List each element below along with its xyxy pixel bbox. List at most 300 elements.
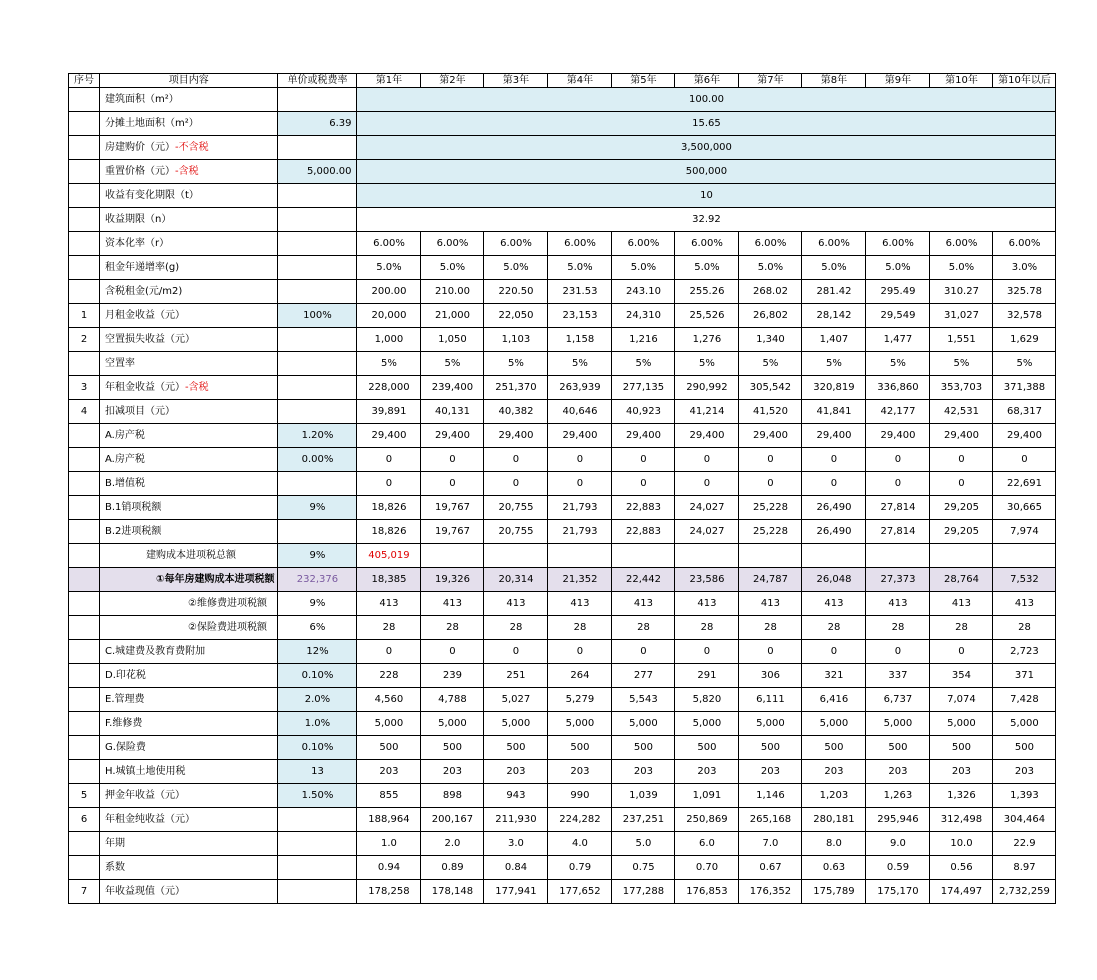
value-cell[interactable]: 0.75 [612, 856, 675, 880]
item-label-cell[interactable] [100, 712, 278, 736]
item-label-cell[interactable] [100, 304, 278, 328]
value-cell[interactable]: 277 [612, 664, 675, 688]
value-cell[interactable]: 500 [675, 736, 739, 760]
value-cell[interactable] [612, 544, 675, 568]
header-cell[interactable]: 序号 [69, 74, 100, 88]
value-cell[interactable]: 5,000 [866, 712, 930, 736]
item-label-cell[interactable] [100, 208, 278, 232]
value-cell[interactable]: 5,543 [612, 688, 675, 712]
value-cell[interactable]: 5% [993, 352, 1056, 376]
value-cell[interactable]: 29,549 [866, 304, 930, 328]
value-cell[interactable]: 27,814 [866, 496, 930, 520]
row-number-cell[interactable] [69, 592, 100, 616]
header-cell[interactable]: 第5年 [612, 74, 675, 88]
value-cell[interactable]: 22,691 [993, 472, 1056, 496]
item-label-cell[interactable] [100, 136, 278, 160]
value-cell[interactable]: 268.02 [739, 280, 802, 304]
value-cell[interactable]: 211,930 [484, 808, 548, 832]
value-cell[interactable]: 27,373 [866, 568, 930, 592]
value-cell[interactable]: 243.10 [612, 280, 675, 304]
value-cell[interactable]: 29,400 [484, 424, 548, 448]
value-cell[interactable]: 4,560 [357, 688, 421, 712]
value-cell[interactable]: 5,027 [484, 688, 548, 712]
value-cell[interactable]: 2.0 [421, 832, 484, 856]
value-cell[interactable]: 200.00 [357, 280, 421, 304]
header-cell[interactable]: 第3年 [484, 74, 548, 88]
value-cell[interactable]: 295.49 [866, 280, 930, 304]
value-cell[interactable]: 210.00 [421, 280, 484, 304]
item-label-cell[interactable]: 建购成本进项税总额 [100, 544, 278, 568]
value-cell[interactable]: 25,526 [675, 304, 739, 328]
value-cell[interactable]: 500 [612, 736, 675, 760]
value-cell[interactable]: 177,288 [612, 880, 675, 904]
header-cell[interactable]: 第2年 [421, 74, 484, 88]
value-cell[interactable]: 175,170 [866, 880, 930, 904]
item-label-cell[interactable] [100, 760, 278, 784]
header-cell[interactable]: 第6年 [675, 74, 739, 88]
row-number-cell[interactable]: 6 [69, 808, 100, 832]
value-cell[interactable]: 405,019 [357, 544, 421, 568]
value-cell[interactable]: 500 [421, 736, 484, 760]
value-cell[interactable]: 6.00% [866, 232, 930, 256]
value-cell[interactable]: 29,205 [930, 520, 993, 544]
item-label-cell[interactable] [100, 448, 278, 472]
row-number-cell[interactable] [69, 760, 100, 784]
value-cell[interactable]: 0 [357, 472, 421, 496]
item-label-cell[interactable] [100, 424, 278, 448]
value-cell[interactable]: 3.0% [993, 256, 1056, 280]
rate-cell[interactable]: 5,000.00 [278, 160, 357, 184]
value-cell[interactable]: 1,276 [675, 328, 739, 352]
value-cell[interactable] [484, 544, 548, 568]
item-label-cell[interactable]: ②维修费进项税额 [100, 592, 278, 616]
rate-cell[interactable] [278, 88, 357, 112]
value-cell[interactable]: 0.89 [421, 856, 484, 880]
value-cell[interactable]: 203 [612, 760, 675, 784]
value-cell[interactable]: 220.50 [484, 280, 548, 304]
value-cell[interactable]: 0 [993, 448, 1056, 472]
value-cell[interactable]: 20,000 [357, 304, 421, 328]
value-cell[interactable]: 413 [993, 592, 1056, 616]
value-cell[interactable]: 10.0 [930, 832, 993, 856]
value-cell[interactable]: 24,027 [675, 496, 739, 520]
merged-value-cell[interactable]: 500,000 [357, 160, 1056, 184]
value-cell[interactable] [866, 544, 930, 568]
value-cell[interactable]: 228 [357, 664, 421, 688]
value-cell[interactable]: 29,400 [675, 424, 739, 448]
value-cell[interactable]: 5,000 [675, 712, 739, 736]
row-number-cell[interactable] [69, 712, 100, 736]
value-cell[interactable] [993, 544, 1056, 568]
value-cell[interactable]: 277,135 [612, 376, 675, 400]
value-cell[interactable]: 177,652 [548, 880, 612, 904]
value-cell[interactable]: 203 [548, 760, 612, 784]
value-cell[interactable]: 6.0 [675, 832, 739, 856]
rate-cell[interactable] [278, 208, 357, 232]
value-cell[interactable]: 188,964 [357, 808, 421, 832]
rate-cell[interactable]: 232,376 [278, 568, 357, 592]
value-cell[interactable]: 1,407 [802, 328, 866, 352]
item-label-cell[interactable] [100, 280, 278, 304]
merged-value-cell[interactable]: 32.92 [357, 208, 1056, 232]
value-cell[interactable]: 7,532 [993, 568, 1056, 592]
item-label-cell[interactable] [100, 856, 278, 880]
value-cell[interactable]: 24,787 [739, 568, 802, 592]
value-cell[interactable]: 413 [357, 592, 421, 616]
value-cell[interactable]: 0 [484, 448, 548, 472]
value-cell[interactable]: 5% [484, 352, 548, 376]
value-cell[interactable]: 28 [993, 616, 1056, 640]
rate-cell[interactable]: 2.0% [278, 688, 357, 712]
value-cell[interactable]: 5% [548, 352, 612, 376]
value-cell[interactable]: 5.0% [484, 256, 548, 280]
value-cell[interactable]: 291 [675, 664, 739, 688]
value-cell[interactable]: 280,181 [802, 808, 866, 832]
item-label-cell[interactable] [100, 88, 278, 112]
value-cell[interactable]: 5,000 [612, 712, 675, 736]
value-cell[interactable]: 7,428 [993, 688, 1056, 712]
value-cell[interactable]: 5% [612, 352, 675, 376]
value-cell[interactable]: 306 [739, 664, 802, 688]
value-cell[interactable]: 28 [548, 616, 612, 640]
row-number-cell[interactable] [69, 856, 100, 880]
value-cell[interactable]: 231.53 [548, 280, 612, 304]
value-cell[interactable]: 500 [930, 736, 993, 760]
value-cell[interactable]: 1,158 [548, 328, 612, 352]
value-cell[interactable]: 0 [612, 448, 675, 472]
value-cell[interactable]: 5,000 [930, 712, 993, 736]
value-cell[interactable]: 500 [993, 736, 1056, 760]
value-cell[interactable]: 4,788 [421, 688, 484, 712]
rate-cell[interactable] [278, 352, 357, 376]
value-cell[interactable] [675, 544, 739, 568]
value-cell[interactable]: 0.67 [739, 856, 802, 880]
value-cell[interactable]: 337 [866, 664, 930, 688]
item-label-cell[interactable] [100, 688, 278, 712]
row-number-cell[interactable]: 7 [69, 880, 100, 904]
value-cell[interactable] [421, 544, 484, 568]
value-cell[interactable]: 28 [484, 616, 548, 640]
value-cell[interactable]: 0 [357, 448, 421, 472]
value-cell[interactable]: 0 [484, 640, 548, 664]
item-label-cell[interactable] [100, 400, 278, 424]
merged-value-cell[interactable]: 100.00 [357, 88, 1056, 112]
item-label-cell[interactable] [100, 808, 278, 832]
value-cell[interactable]: 26,048 [802, 568, 866, 592]
value-cell[interactable]: 0 [675, 448, 739, 472]
value-cell[interactable]: 295,946 [866, 808, 930, 832]
value-cell[interactable]: 6,416 [802, 688, 866, 712]
value-cell[interactable]: 203 [866, 760, 930, 784]
value-cell[interactable]: 0 [675, 640, 739, 664]
rate-cell[interactable]: 9% [278, 544, 357, 568]
merged-value-cell[interactable]: 3,500,000 [357, 136, 1056, 160]
value-cell[interactable] [739, 544, 802, 568]
value-cell[interactable]: 265,168 [739, 808, 802, 832]
value-cell[interactable]: 18,826 [357, 496, 421, 520]
value-cell[interactable]: 336,860 [866, 376, 930, 400]
value-cell[interactable]: 305,542 [739, 376, 802, 400]
value-cell[interactable]: 5,000 [484, 712, 548, 736]
value-cell[interactable] [802, 544, 866, 568]
item-label-cell[interactable] [100, 472, 278, 496]
value-cell[interactable]: 1,629 [993, 328, 1056, 352]
value-cell[interactable]: 413 [612, 592, 675, 616]
value-cell[interactable]: 0 [930, 640, 993, 664]
row-number-cell[interactable]: 5 [69, 784, 100, 808]
value-cell[interactable]: 203 [993, 760, 1056, 784]
rate-cell[interactable]: 100% [278, 304, 357, 328]
value-cell[interactable]: 413 [930, 592, 993, 616]
rate-cell[interactable] [278, 280, 357, 304]
value-cell[interactable]: 0 [739, 448, 802, 472]
value-cell[interactable]: 40,382 [484, 400, 548, 424]
value-cell[interactable]: 500 [484, 736, 548, 760]
value-cell[interactable]: 22,442 [612, 568, 675, 592]
value-cell[interactable]: 5% [675, 352, 739, 376]
value-cell[interactable]: 990 [548, 784, 612, 808]
rate-cell[interactable]: 12% [278, 640, 357, 664]
value-cell[interactable]: 28 [739, 616, 802, 640]
row-number-cell[interactable] [69, 472, 100, 496]
item-label-cell[interactable] [100, 232, 278, 256]
value-cell[interactable]: 264 [548, 664, 612, 688]
item-label-cell[interactable] [100, 256, 278, 280]
value-cell[interactable]: 28 [675, 616, 739, 640]
item-label-cell[interactable]: ①每年房建购成本进项税额 [100, 568, 278, 592]
value-cell[interactable]: 855 [357, 784, 421, 808]
rate-cell[interactable] [278, 520, 357, 544]
value-cell[interactable]: 5% [802, 352, 866, 376]
value-cell[interactable]: 42,177 [866, 400, 930, 424]
rate-cell[interactable]: 6% [278, 616, 357, 640]
value-cell[interactable]: 18,826 [357, 520, 421, 544]
value-cell[interactable]: 413 [548, 592, 612, 616]
item-label-cell[interactable] [100, 376, 278, 400]
value-cell[interactable]: 237,251 [612, 808, 675, 832]
value-cell[interactable]: 413 [866, 592, 930, 616]
value-cell[interactable]: 27,814 [866, 520, 930, 544]
value-cell[interactable]: 5.0% [612, 256, 675, 280]
row-number-cell[interactable] [69, 208, 100, 232]
row-number-cell[interactable] [69, 352, 100, 376]
rate-cell[interactable]: 1.20% [278, 424, 357, 448]
value-cell[interactable]: 178,258 [357, 880, 421, 904]
value-cell[interactable]: 1,216 [612, 328, 675, 352]
value-cell[interactable]: 255.26 [675, 280, 739, 304]
value-cell[interactable]: 6,737 [866, 688, 930, 712]
value-cell[interactable]: 0 [866, 448, 930, 472]
value-cell[interactable]: 0 [866, 472, 930, 496]
value-cell[interactable]: 0 [612, 472, 675, 496]
value-cell[interactable]: 7,074 [930, 688, 993, 712]
row-number-cell[interactable] [69, 184, 100, 208]
rate-cell[interactable] [278, 856, 357, 880]
value-cell[interactable]: 178,148 [421, 880, 484, 904]
value-cell[interactable]: 5.0% [548, 256, 612, 280]
value-cell[interactable]: 8.0 [802, 832, 866, 856]
value-cell[interactable]: 0 [421, 640, 484, 664]
row-number-cell[interactable] [69, 112, 100, 136]
value-cell[interactable]: 0 [548, 472, 612, 496]
value-cell[interactable]: 42,531 [930, 400, 993, 424]
value-cell[interactable]: 500 [739, 736, 802, 760]
value-cell[interactable]: 6.00% [357, 232, 421, 256]
header-cell[interactable]: 项目内容 [100, 74, 278, 88]
value-cell[interactable]: 6,111 [739, 688, 802, 712]
row-number-cell[interactable] [69, 496, 100, 520]
value-cell[interactable]: 41,841 [802, 400, 866, 424]
item-label-cell[interactable] [100, 880, 278, 904]
value-cell[interactable]: 320,819 [802, 376, 866, 400]
value-cell[interactable]: 19,767 [421, 520, 484, 544]
value-cell[interactable]: 29,400 [421, 424, 484, 448]
value-cell[interactable]: 203 [930, 760, 993, 784]
rate-cell[interactable] [278, 832, 357, 856]
value-cell[interactable] [548, 544, 612, 568]
rate-cell[interactable] [278, 136, 357, 160]
value-cell[interactable]: 39,891 [357, 400, 421, 424]
row-number-cell[interactable] [69, 688, 100, 712]
value-cell[interactable]: 28 [612, 616, 675, 640]
value-cell[interactable]: 32,578 [993, 304, 1056, 328]
value-cell[interactable]: 413 [484, 592, 548, 616]
value-cell[interactable]: 0.94 [357, 856, 421, 880]
value-cell[interactable]: 228,000 [357, 376, 421, 400]
rate-cell[interactable] [278, 376, 357, 400]
row-number-cell[interactable] [69, 664, 100, 688]
value-cell[interactable]: 19,767 [421, 496, 484, 520]
value-cell[interactable]: 1,000 [357, 328, 421, 352]
value-cell[interactable]: 20,755 [484, 496, 548, 520]
row-number-cell[interactable] [69, 832, 100, 856]
rate-cell[interactable]: 6.39 [278, 112, 357, 136]
value-cell[interactable]: 5,000 [739, 712, 802, 736]
value-cell[interactable]: 5% [421, 352, 484, 376]
row-number-cell[interactable] [69, 736, 100, 760]
value-cell[interactable]: 29,400 [357, 424, 421, 448]
value-cell[interactable]: 41,520 [739, 400, 802, 424]
value-cell[interactable]: 0 [548, 640, 612, 664]
value-cell[interactable]: 224,282 [548, 808, 612, 832]
row-number-cell[interactable]: 2 [69, 328, 100, 352]
value-cell[interactable]: 5% [357, 352, 421, 376]
value-cell[interactable]: 0.59 [866, 856, 930, 880]
value-cell[interactable]: 1,340 [739, 328, 802, 352]
row-number-cell[interactable] [69, 280, 100, 304]
value-cell[interactable]: 0 [802, 472, 866, 496]
row-number-cell[interactable] [69, 136, 100, 160]
value-cell[interactable]: 0.70 [675, 856, 739, 880]
value-cell[interactable]: 354 [930, 664, 993, 688]
item-label-cell[interactable] [100, 664, 278, 688]
value-cell[interactable]: 1,477 [866, 328, 930, 352]
value-cell[interactable]: 24,310 [612, 304, 675, 328]
value-cell[interactable]: 0 [612, 640, 675, 664]
value-cell[interactable]: 310.27 [930, 280, 993, 304]
value-cell[interactable]: 29,400 [548, 424, 612, 448]
value-cell[interactable]: 1,103 [484, 328, 548, 352]
value-cell[interactable]: 21,000 [421, 304, 484, 328]
value-cell[interactable]: 2,723 [993, 640, 1056, 664]
value-cell[interactable]: 5,000 [993, 712, 1056, 736]
value-cell[interactable]: 321 [802, 664, 866, 688]
value-cell[interactable]: 0 [802, 448, 866, 472]
value-cell[interactable]: 0 [484, 472, 548, 496]
value-cell[interactable]: 7.0 [739, 832, 802, 856]
item-label-cell[interactable] [100, 328, 278, 352]
item-label-cell[interactable] [100, 832, 278, 856]
value-cell[interactable]: 0 [421, 472, 484, 496]
value-cell[interactable]: 5.0% [866, 256, 930, 280]
value-cell[interactable]: 9.0 [866, 832, 930, 856]
value-cell[interactable]: 1,203 [802, 784, 866, 808]
value-cell[interactable]: 177,941 [484, 880, 548, 904]
item-label-cell[interactable] [100, 640, 278, 664]
value-cell[interactable]: 25,228 [739, 496, 802, 520]
value-cell[interactable]: 29,400 [993, 424, 1056, 448]
value-cell[interactable]: 5,000 [357, 712, 421, 736]
value-cell[interactable]: 1,393 [993, 784, 1056, 808]
rate-cell[interactable]: 9% [278, 496, 357, 520]
row-number-cell[interactable] [69, 568, 100, 592]
rate-cell[interactable]: 13 [278, 760, 357, 784]
value-cell[interactable]: 5.0% [421, 256, 484, 280]
value-cell[interactable]: 0 [357, 640, 421, 664]
header-cell[interactable]: 第7年 [739, 74, 802, 88]
row-number-cell[interactable] [69, 616, 100, 640]
value-cell[interactable]: 1,050 [421, 328, 484, 352]
value-cell[interactable]: 21,352 [548, 568, 612, 592]
value-cell[interactable]: 5,820 [675, 688, 739, 712]
row-number-cell[interactable] [69, 232, 100, 256]
header-cell[interactable]: 第9年 [866, 74, 930, 88]
item-label-cell[interactable] [100, 520, 278, 544]
row-number-cell[interactable] [69, 544, 100, 568]
row-number-cell[interactable]: 1 [69, 304, 100, 328]
rate-cell[interactable]: 0.10% [278, 736, 357, 760]
value-cell[interactable]: 200,167 [421, 808, 484, 832]
rate-cell[interactable] [278, 400, 357, 424]
value-cell[interactable]: 68,317 [993, 400, 1056, 424]
value-cell[interactable]: 3.0 [484, 832, 548, 856]
value-cell[interactable]: 203 [802, 760, 866, 784]
value-cell[interactable]: 1,263 [866, 784, 930, 808]
value-cell[interactable]: 898 [421, 784, 484, 808]
header-cell[interactable]: 第8年 [802, 74, 866, 88]
value-cell[interactable]: 203 [484, 760, 548, 784]
row-number-cell[interactable] [69, 88, 100, 112]
value-cell[interactable]: 0.63 [802, 856, 866, 880]
value-cell[interactable]: 6.00% [421, 232, 484, 256]
rate-cell[interactable] [278, 256, 357, 280]
value-cell[interactable]: 40,131 [421, 400, 484, 424]
value-cell[interactable]: 175,789 [802, 880, 866, 904]
value-cell[interactable]: 31,027 [930, 304, 993, 328]
value-cell[interactable]: 203 [675, 760, 739, 784]
value-cell[interactable]: 2,732,259 [993, 880, 1056, 904]
row-number-cell[interactable] [69, 256, 100, 280]
value-cell[interactable]: 4.0 [548, 832, 612, 856]
rate-cell[interactable]: 0.00% [278, 448, 357, 472]
value-cell[interactable]: 6.00% [675, 232, 739, 256]
value-cell[interactable]: 5,000 [421, 712, 484, 736]
rate-cell[interactable] [278, 328, 357, 352]
value-cell[interactable]: 0 [739, 640, 802, 664]
value-cell[interactable]: 0.79 [548, 856, 612, 880]
rate-cell[interactable] [278, 880, 357, 904]
row-number-cell[interactable] [69, 160, 100, 184]
